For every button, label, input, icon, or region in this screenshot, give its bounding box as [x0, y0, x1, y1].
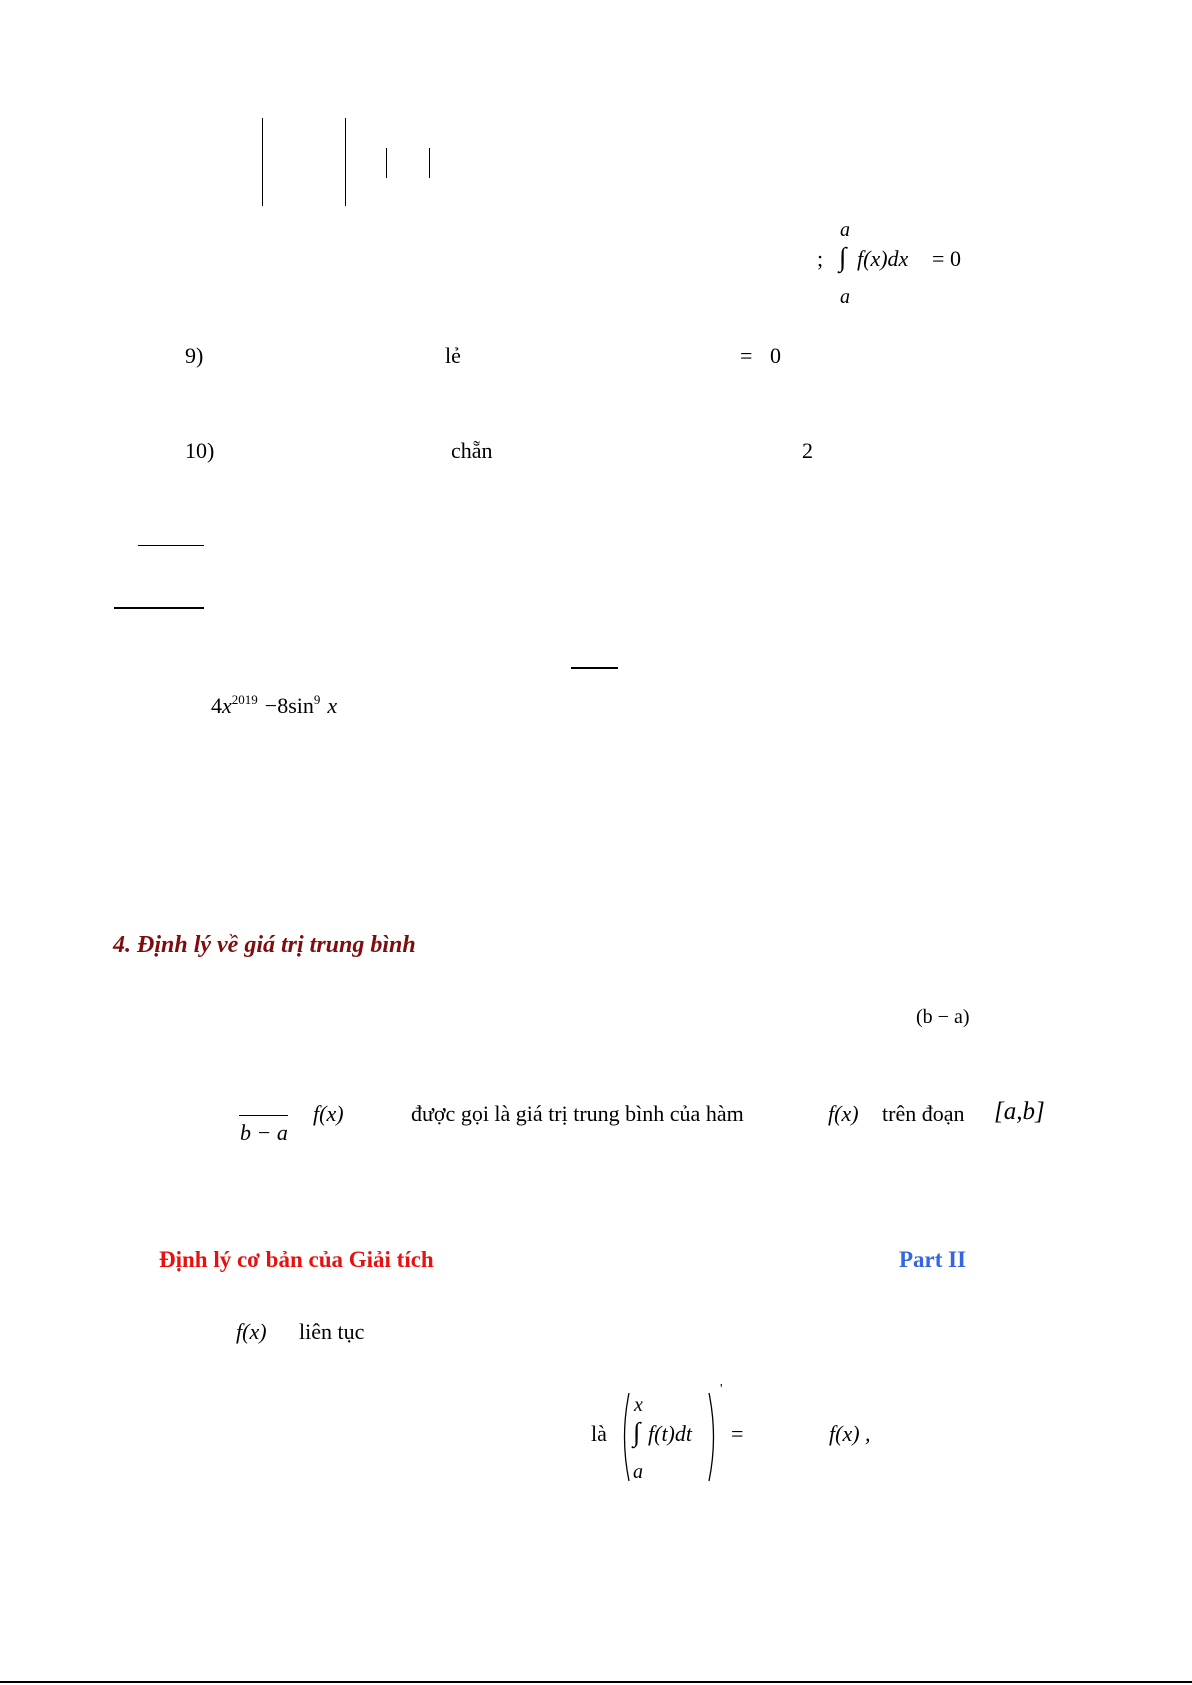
integrand: f(x)dx [857, 246, 909, 271]
integral-value: 0 [950, 246, 961, 271]
separator: ; [817, 246, 824, 271]
variable: x [327, 693, 338, 718]
result-function: f(x) , [829, 1421, 871, 1446]
fraction-bar [114, 607, 204, 609]
item-value: 0 [770, 343, 781, 368]
equals-sign: = [932, 246, 945, 271]
fraction-bar [239, 1115, 288, 1116]
lower-limit: a [840, 286, 850, 308]
interval-text: trên đoạn [882, 1101, 965, 1126]
vertical-bar [386, 148, 387, 178]
vertical-bar [262, 118, 263, 206]
page-bottom-border [0, 1681, 1192, 1683]
item-keyword: lẻ [445, 343, 461, 368]
conclusion-prefix: là [591, 1421, 607, 1446]
fraction-bar [571, 667, 618, 669]
exponent: 9 [313, 692, 321, 707]
item-number: 9) [185, 343, 204, 368]
mean-function: f(x) [313, 1101, 344, 1126]
item-keyword: chẵn [451, 438, 493, 463]
interval: [a,b] [994, 1098, 1045, 1125]
section-heading: 4. Định lý về giá trị trung bình [113, 932, 416, 958]
theorem-title: Định lý cơ bản của Giải tích [159, 1247, 434, 1272]
coefficient: 8 [277, 693, 289, 718]
vertical-bar [345, 118, 346, 206]
integrand: f(t)dt [648, 1421, 692, 1446]
vertical-bar [429, 148, 430, 178]
derivative-prime: ' [720, 1382, 723, 1397]
variable: x [222, 693, 232, 718]
hypothesis-text: liên tục [299, 1319, 365, 1344]
coefficient: 4 [211, 693, 222, 718]
minus-sign: − [264, 693, 278, 718]
fraction-bar [138, 545, 204, 546]
right-parenthesis [707, 1392, 719, 1482]
mean-definition-text: được gọi là giá trị trung bình của hàm [411, 1101, 744, 1126]
exponent: 2019 [231, 692, 258, 707]
function-name: sin [288, 693, 314, 718]
item-factor: 2 [802, 438, 813, 463]
upper-limit: x [634, 1394, 643, 1416]
part-label: Part II [899, 1247, 967, 1272]
left-parenthesis [619, 1392, 631, 1482]
lower-limit: a [633, 1461, 643, 1483]
mean-function: f(x) [828, 1101, 859, 1126]
equals-sign: = [740, 343, 753, 368]
integral-sign: ∫ [633, 1417, 641, 1447]
fraction-denominator: b − a [240, 1120, 288, 1145]
integral-sign: ∫ [839, 242, 847, 272]
hypothesis-function: f(x) [236, 1319, 267, 1344]
example-expression [211, 693, 337, 722]
interval-length: (b − a) [916, 1006, 970, 1028]
item-number: 10) [185, 438, 215, 463]
upper-limit: a [840, 219, 850, 241]
equals-sign: = [731, 1421, 744, 1446]
